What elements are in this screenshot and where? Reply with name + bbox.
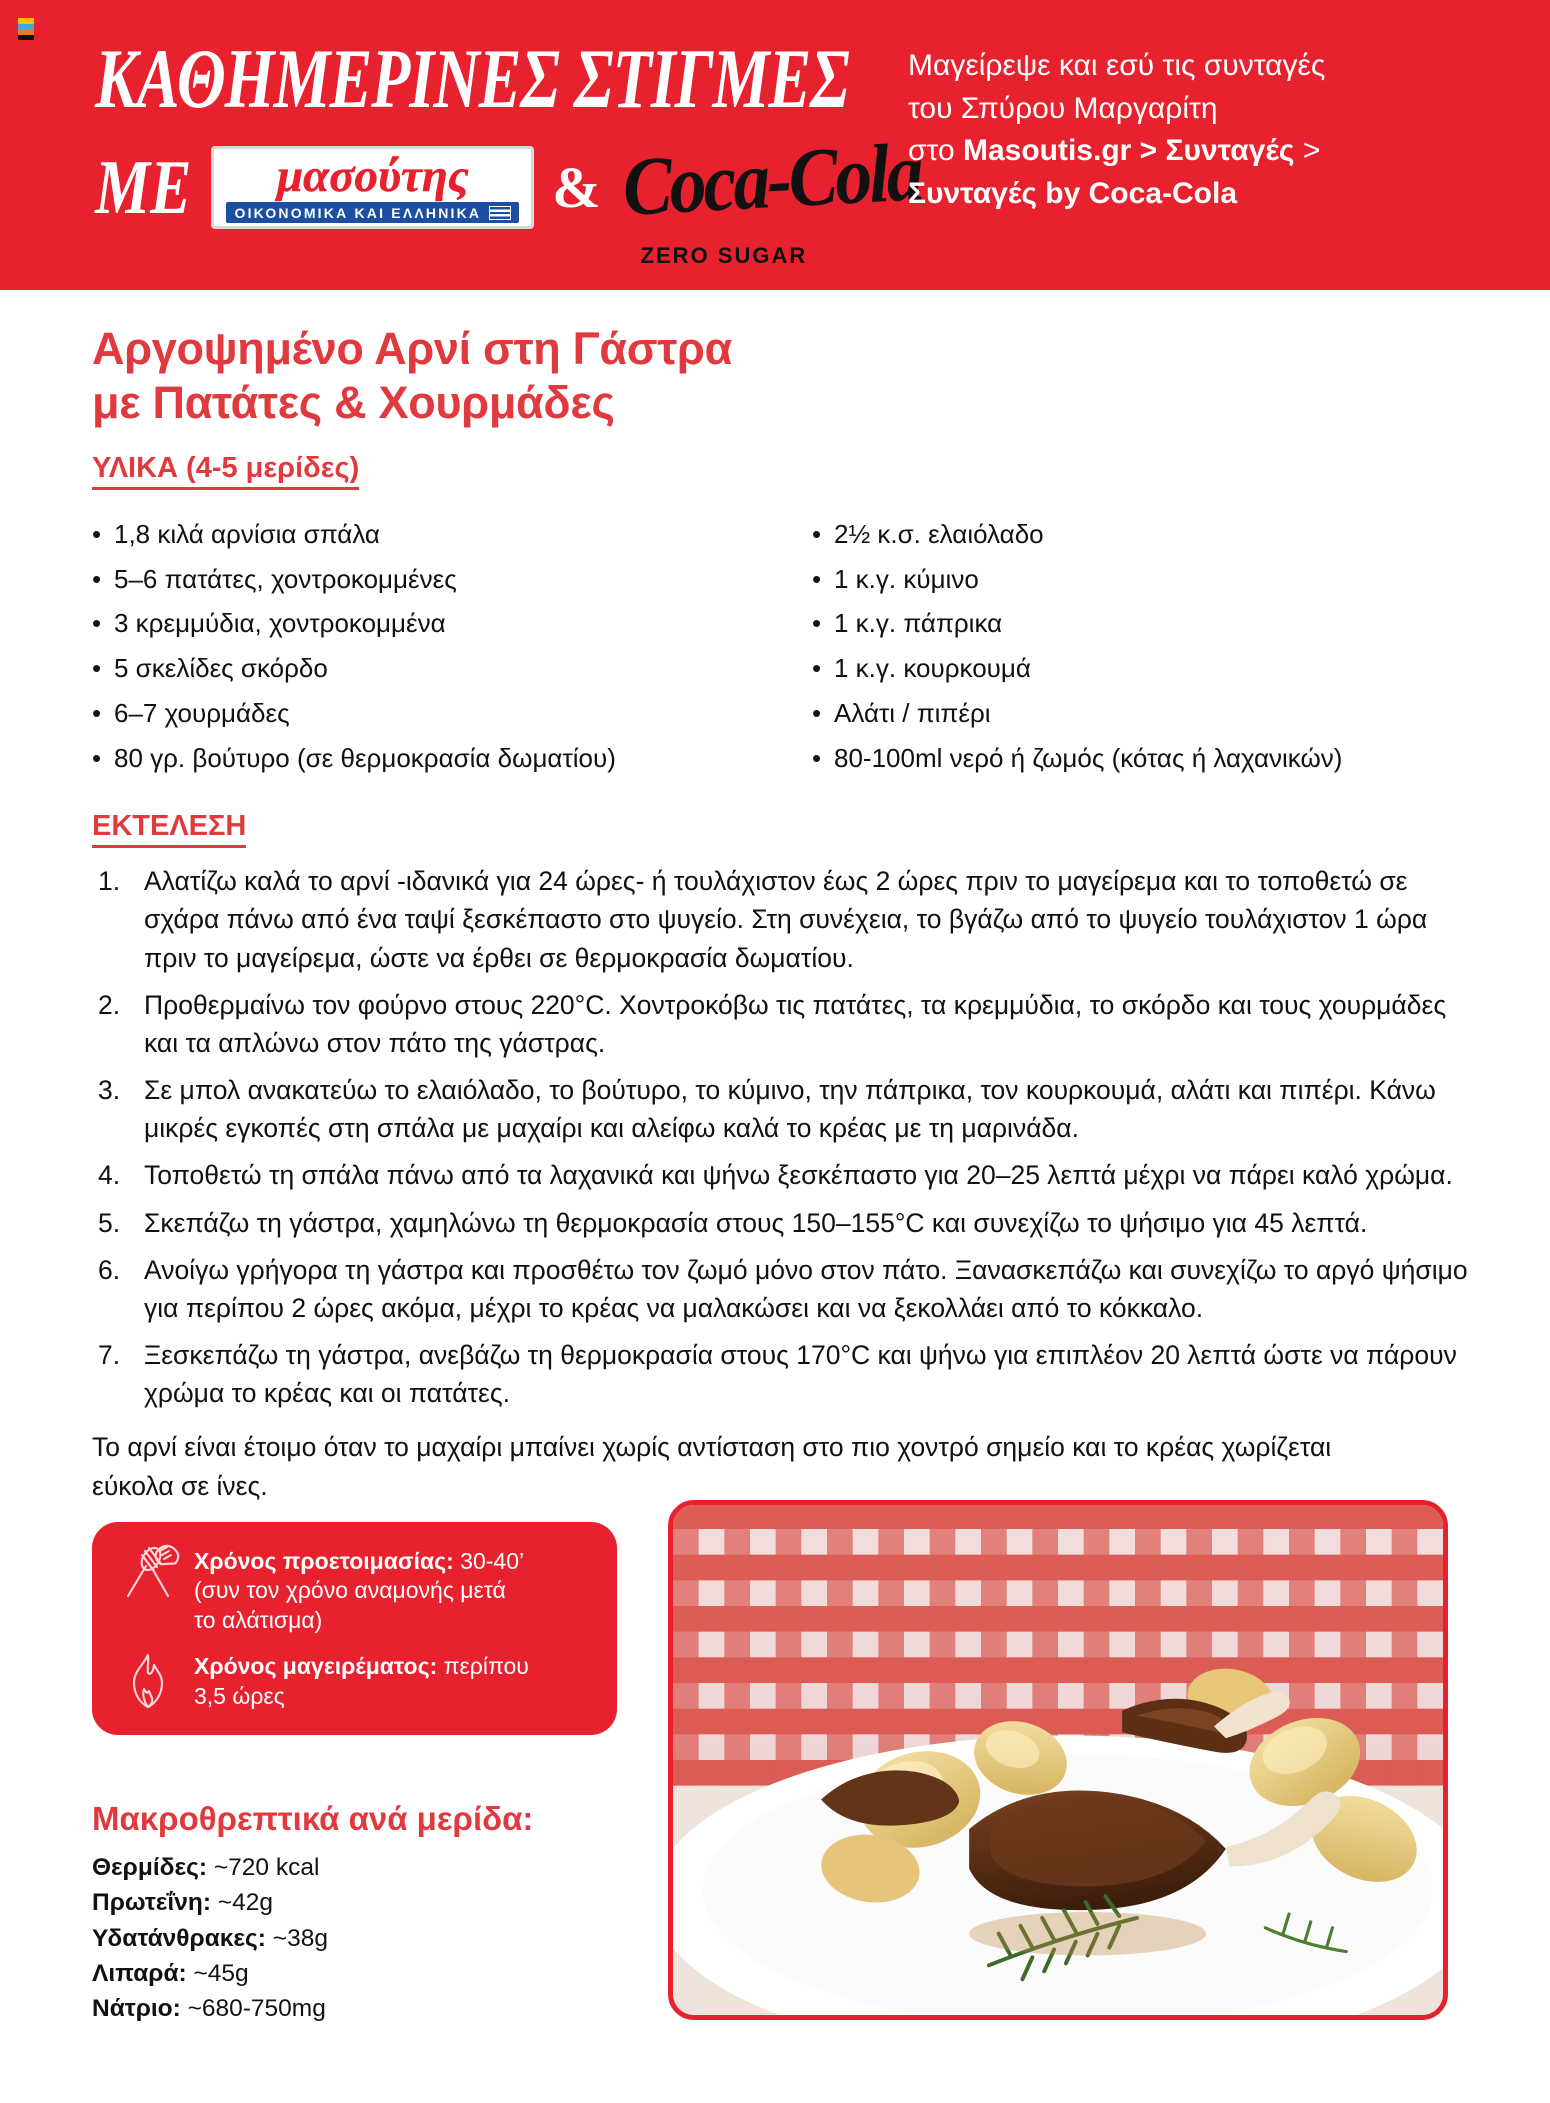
flame-icon [116, 1649, 180, 1713]
list-item [92, 1204, 1482, 1242]
recipe-title-line-2: με Πατάτες & Χουρμάδες [92, 377, 615, 428]
list-item [92, 1336, 1482, 1412]
cook-time-text [194, 1649, 529, 1711]
step-number: 2. [98, 989, 121, 1020]
dish-photo-illustration [673, 1505, 1443, 2015]
execution-steps [92, 862, 1482, 1412]
whisk-spatula-icon [116, 1544, 180, 1608]
nutrition-value: ~45g [186, 1959, 249, 1987]
promo-line-2: του Σπύρου Μαργαρίτη [908, 91, 1218, 125]
promo-link[interactable]: Masoutis.gr > Συνταγές [962, 134, 1295, 168]
step-number: 7. [98, 1340, 121, 1371]
ingredients-grid [92, 512, 1472, 780]
step-number: 6. [98, 1254, 121, 1285]
execution-heading: ΕΚΤΕΛΕΣΗ [92, 810, 246, 848]
page-title [92, 322, 1092, 430]
step-text: Ανοίγω γρήγορα τη γάστρα και προσθέτω τον ζωμό μόνο στον πάτο. Ξανασκεπάζω και συνεχίζω το αργό ψήσιμο για περίπου 2 ώρες ακόμα, μέχρι το κρέας να μαλακώσει και να ξεκολλάει από το κόκκαλο. [144, 1254, 1468, 1323]
masoutis-tagline: ΟΙΚΟΝΟΜΙΚΑ ΚΑΙ ΕΛΛΗΝΙΚΑ [234, 205, 482, 222]
brand-second-line [95, 126, 923, 268]
coca-cola-wordmark: Coca-Cola [620, 126, 923, 234]
list-item: • 1 κ.γ. κύμινο [812, 557, 1472, 602]
step-number: 4. [98, 1160, 121, 1191]
step-number: 5. [98, 1207, 121, 1238]
recipe-content [0, 322, 1550, 1505]
list-item: • 1 κ.γ. κουρκουμά [812, 646, 1472, 691]
list-item [92, 1251, 1482, 1327]
list-item [92, 986, 1482, 1062]
list-item [92, 1991, 328, 2026]
promo-line-4 [908, 173, 1508, 216]
promo-line-1: Μαγείρεψε και εσύ τις συνταγές [908, 49, 1326, 82]
list-item [92, 1885, 328, 1920]
step-text: Σκεπάζω τη γάστρα, χαμηλώνω τη θερμοκρασία στους 150–155°C και συνεχίζω το ψήσιμο για 45 λεπτά. [144, 1207, 1368, 1238]
prep-time-note-1: (συν τον χρόνο αναμονής μετά [194, 1577, 506, 1604]
step-text: Ξεσκεπάζω τη γάστρα, ανεβάζω τη θερμοκρασία στους 170°C και ψήνω για επιπλέον 20 λεπτά ώστε να πάρουν χρώμα το κρέας και οι πατάτες. [144, 1340, 1457, 1409]
cook-time-value-2: 3,5 ώρες [194, 1682, 285, 1709]
recipe-title-line-1: Αργοψημένο Αρνί στη Γάστρα [92, 323, 732, 374]
nutrition-value: ~680-750mg [180, 1995, 326, 2023]
cook-time-label: Χρόνος μαγειρέματος: [194, 1653, 438, 1680]
prep-time-label: Χρόνος προετοιμασίας: [194, 1548, 454, 1574]
nutrition-label: Λιπαρά: [92, 1959, 187, 1987]
cook-time-row [116, 1649, 597, 1713]
coca-cola-logo [620, 126, 923, 268]
list-item: • 5–6 πατάτες, χοντροκομμένες [92, 557, 812, 602]
list-item [92, 862, 1482, 976]
nutrition-label: Υδατάνθρακες: [92, 1924, 266, 1952]
list-item [92, 1921, 328, 1956]
list-item: • 3 κρεμμύδια, χοντροκομμένα [92, 601, 812, 646]
promo-line-3-pre: στο [908, 134, 963, 168]
step-text: Τοποθετώ τη σπάλα πάνω από τα λαχανικά και ψήνω ξεσκέπαστο για 20–25 λεπτά μέχρι να πάρει καλό χρώμα. [144, 1160, 1453, 1191]
list-item: • 5 σκελίδες σκόρδο [92, 646, 812, 691]
promo-line-3-post: > [1294, 134, 1321, 168]
step-text: Σε μπολ ανακατεύω το ελαιόλαδο, το βούτυρο, το κύμινο, την πάπρικα, τον κουρκουμά, αλάτι και πιπέρι. Κάνω μικρές εγκοπές στη σπάλα με μαχαίρι και αλείφω καλά το κρέας με τη μαρινάδα. [144, 1075, 1436, 1144]
page-header [0, 0, 1550, 290]
times-info-box [92, 1522, 617, 1735]
greek-flag-icon [489, 206, 511, 220]
dish-photo [668, 1500, 1448, 2020]
list-item: • 2½ κ.σ. ελαιόλαδο [812, 512, 1472, 557]
list-item: • 1,8 κιλά αρνίσια σπάλα [92, 512, 812, 557]
brand-title: ΚΑΘΗΜΕΡΙΝΕΣ ΣΤΙΓΜΕΣ [95, 32, 849, 127]
list-item [92, 1850, 328, 1885]
closing-note: Το αρνί είναι έτοιμο όταν το μαχαίρι μπαίνει χωρίς αντίσταση στο πιο χοντρό σημείο και το κρέας χωρίζεται εύκολα σε ίνες. [92, 1432, 1332, 1501]
brand-me-word: ΜΕ [95, 145, 192, 231]
zero-sugar-label: ZERO SUGAR [640, 242, 808, 268]
promo-link-2[interactable]: Συνταγές by Coca-Cola [908, 176, 1238, 210]
prep-time-value: 30-40’ [453, 1548, 525, 1574]
nutrition-label: Θερμίδες: [92, 1854, 208, 1881]
brand-lockup [95, 32, 923, 268]
prep-time-note-2: το αλάτισμα) [194, 1606, 323, 1633]
list-item [92, 1071, 1482, 1147]
color-bars-icon [18, 18, 34, 40]
list-item [92, 1956, 328, 1991]
step-text: Προθερμαίνω τον φούρνο στους 220°C. Χοντροκόβω τις πατάτες, τα κρεμμύδια, το σκόρδο και τους χουρμάδες και τα απλώνω στον πάτο της γάστρας. [144, 989, 1447, 1058]
prep-time-text [194, 1544, 524, 1635]
ampersand: & [552, 154, 601, 220]
masoutis-logo [211, 146, 534, 229]
masoutis-tagline-bar [226, 202, 519, 223]
list-item: • 80-100ml νερό ή ζωμός (κότας ή λαχανικών) [812, 736, 1472, 781]
nutrition-list [92, 1850, 328, 2026]
masoutis-wordmark: μασούτης [277, 150, 469, 202]
promo-text-block [908, 45, 1508, 215]
nutrition-label: Πρωτεΐνη: [92, 1889, 211, 1917]
ingredients-heading: ΥΛΙΚΑ (4-5 μερίδες) [92, 452, 359, 490]
promo-line-3 [908, 130, 1508, 173]
list-item: • 1 κ.γ. πάπρικα [812, 601, 1472, 646]
list-item [92, 1156, 1482, 1194]
list-item: • Αλάτι / πιπέρι [812, 691, 1472, 736]
list-item: • 6–7 χουρμάδες [92, 691, 812, 736]
nutrition-value: ~720 kcal [207, 1854, 320, 1881]
step-number: 1. [98, 866, 121, 897]
prep-time-row [116, 1544, 597, 1635]
list-item: • 80 γρ. βούτυρο (σε θερμοκρασία δωματίου) [92, 736, 812, 781]
nutrition-heading: Μακροθρεπτικά ανά μερίδα: [92, 1800, 534, 1837]
cook-time-value: περίπου [437, 1653, 529, 1680]
nutrition-label: Νάτριο: [92, 1995, 181, 2023]
nutrition-value: ~38g [265, 1924, 328, 1952]
nutrition-value: ~42g [210, 1889, 273, 1917]
step-text: Αλατίζω καλά το αρνί -ιδανικά για 24 ώρες- ή τουλάχιστον έως 2 ώρες πριν το μαγείρεμα και το τοποθετώ σε σχάρα πάνω από ένα ταψί ξεσκέπαστο στο ψυγείο. Στη συνέχεια, το βγάζω από το ψυγείο τουλάχιστον 1 ώρα πριν το μαγείρεμα, ώστε να έρθει σε θερμοκρασία δωματίου. [144, 866, 1428, 973]
step-number: 3. [98, 1075, 121, 1106]
